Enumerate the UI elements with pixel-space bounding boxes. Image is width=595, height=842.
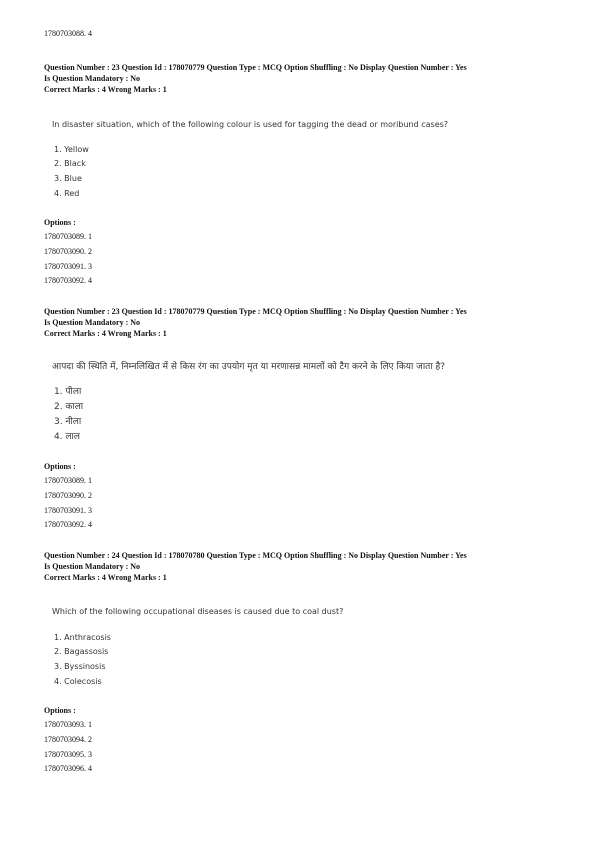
choice-1: 1. पीला	[54, 387, 82, 397]
options-label: Options :	[44, 706, 76, 715]
choice-3: 3. Blue	[54, 174, 82, 183]
question-mandatory-line: Is Question Mandatory : No	[44, 562, 141, 571]
choice-4: 4. लाल	[54, 432, 80, 442]
question-mandatory-line: Is Question Mandatory : No	[44, 74, 141, 83]
option-id-1: 1780703093. 1	[44, 720, 92, 729]
option-id-1: 1780703089. 1	[44, 232, 92, 241]
option-id-3: 1780703091. 3	[44, 262, 92, 271]
choice-4: 4. Colecosis	[54, 677, 102, 686]
question-mandatory-line: Is Question Mandatory : No	[44, 318, 141, 327]
choice-3: 3. Byssinosis	[54, 662, 106, 671]
option-id-4: 1780703092. 4	[44, 276, 92, 285]
options-label: Options :	[44, 462, 76, 471]
choice-2: 2. काला	[54, 402, 84, 412]
previous-option-line: 1780703088. 4	[44, 29, 92, 38]
choice-4: 4. Red	[54, 189, 80, 198]
choice-1: 1. Anthracosis	[54, 633, 111, 642]
question-text: आपदा की स्थिति में, निम्नलिखित में से किस रंग का उपयोग मृत या मरणासन्न मामलों को टैग करने के लिए किया जाता है?	[52, 362, 446, 372]
option-id-4: 1780703092. 4	[44, 520, 92, 529]
option-id-3: 1780703091. 3	[44, 506, 92, 515]
options-label: Options :	[44, 218, 76, 227]
choice-2: 2. Bagassosis	[54, 647, 109, 656]
option-id-2: 1780703090. 2	[44, 491, 92, 500]
option-id-1: 1780703089. 1	[44, 476, 92, 485]
question-header-line1: Question Number : 24 Question Id : 178070780 Question Type : MCQ Option Shuffling : No Display Question Number : Yes	[44, 551, 467, 560]
choice-2: 2. Black	[54, 159, 86, 168]
question-marks-line: Correct Marks : 4 Wrong Marks : 1	[44, 329, 167, 338]
option-id-4: 1780703096. 4	[44, 764, 92, 773]
option-id-2: 1780703094. 2	[44, 735, 92, 744]
choice-1: 1. Yellow	[54, 145, 89, 154]
option-id-3: 1780703095. 3	[44, 750, 92, 759]
question-text: In disaster situation, which of the following colour is used for tagging the dead or moribund cases?	[52, 120, 449, 129]
question-header-line1: Question Number : 23 Question Id : 178070779 Question Type : MCQ Option Shuffling : No Display Question Number : Yes	[44, 63, 467, 72]
question-marks-line: Correct Marks : 4 Wrong Marks : 1	[44, 85, 167, 94]
question-text: Which of the following occupational diseases is caused due to coal dust?	[52, 607, 344, 616]
option-id-2: 1780703090. 2	[44, 247, 92, 256]
choice-3: 3. नीला	[54, 417, 82, 427]
question-header-line1: Question Number : 23 Question Id : 178070779 Question Type : MCQ Option Shuffling : No Display Question Number : Yes	[44, 307, 467, 316]
question-marks-line: Correct Marks : 4 Wrong Marks : 1	[44, 573, 167, 582]
